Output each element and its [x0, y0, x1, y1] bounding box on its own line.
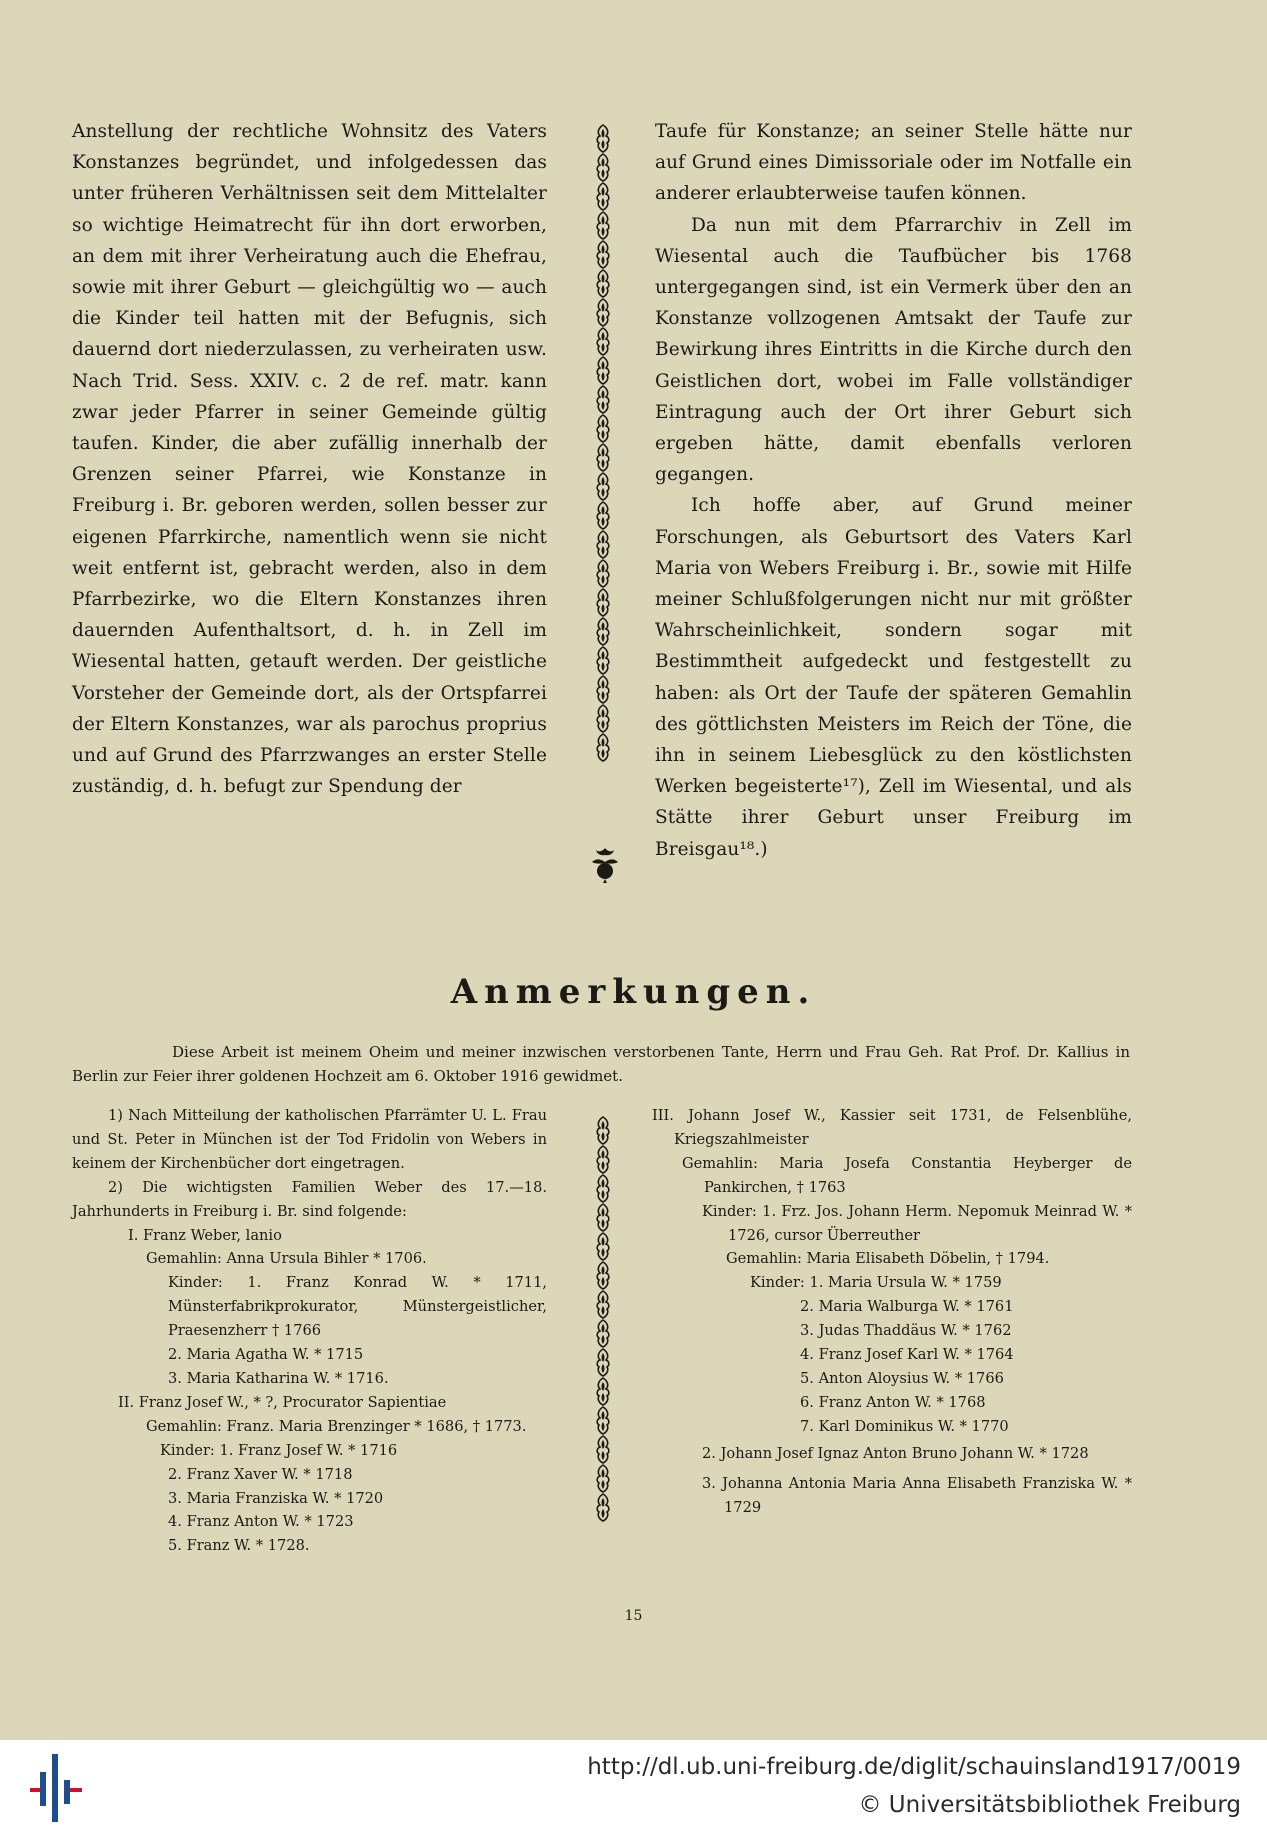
ornament-leaf-icon: [594, 1319, 612, 1348]
ornament-leaf-icon: [594, 443, 612, 472]
note-family-3-child-1: Kinder: 1. Frz. Jos. Johann Herm. Nepomuk Meinrad W. * 1726, cursor Überreuther: [702, 1202, 1132, 1244]
ornament-leaf-icon: [594, 733, 612, 762]
note-1: 1) Nach Mitteilung der katholischen Pfarrämter U. L. Frau und St. Peter in München ist der Tod Fridolin von Webers in keinem der Kirchenbücher dort eingetragen.: [72, 1107, 547, 1172]
note-2: 2) Die wichtigsten Familien Weber des 17.—18. Jahrhunderts in Freiburg i. Br. sind folgende:: [72, 1178, 547, 1220]
fleuron-ornament-icon: [588, 846, 622, 884]
note-grandchild-1: Kinder: 1. Maria Ursula W. * 1759: [750, 1274, 1002, 1292]
ornament-leaf-icon: [594, 1116, 612, 1145]
note-family-3-spouse: Gemahlin: Maria Josefa Constantia Heyberger de Pankirchen, † 1763: [682, 1154, 1132, 1196]
note-family-2-child-5: 5. Franz W. * 1728.: [168, 1537, 310, 1555]
ornament-leaf-icon: [594, 298, 612, 327]
ornament-leaf-icon: [594, 1174, 612, 1203]
note-grandchild-6: 6. Franz Anton W. * 1768: [800, 1393, 986, 1411]
ornament-leaf-icon: [594, 269, 612, 298]
ornament-rule-notes: [592, 1116, 614, 1546]
dedication-text: Diese Arbeit ist meinem Oheim und meiner inzwischen verstorbenen Tante, Herrn und Frau Geh. Rat Prof. Dr. Kallius in Berlin zur Feier ihrer goldenen Hochzeit am 6. Oktober 1916 gewidmet.: [72, 1043, 1130, 1085]
notes-right-column: [652, 1104, 1132, 1519]
page-number: 15: [624, 1608, 643, 1624]
ornament-rule-main: [592, 124, 614, 794]
note-family-1-child-3: 3. Maria Katharina W. * 1716.: [168, 1369, 389, 1387]
ornament-leaf-icon: [594, 588, 612, 617]
note-family-2-child-2: 2. Franz Xaver W. * 1718: [168, 1465, 353, 1483]
notes-left-column: [72, 1104, 547, 1558]
note-family-3-child-3: 3. Johanna Antonia Maria Anna Elisabeth Franziska W. * 1729: [702, 1474, 1132, 1516]
ornament-leaf-icon: [594, 704, 612, 733]
ornament-leaf-icon: [594, 182, 612, 211]
copyright-notice: © Universitätsbibliothek Freiburg: [858, 1792, 1241, 1818]
ornament-leaf-icon: [594, 1232, 612, 1261]
ornament-leaf-icon: [594, 501, 612, 530]
ornament-leaf-icon: [594, 1435, 612, 1464]
note-family-2-spouse: Gemahlin: Franz. Maria Brenzinger * 1686, † 1773.: [146, 1417, 527, 1435]
note-family-2-child-1: Kinder: 1. Franz Josef W. * 1716: [160, 1441, 398, 1459]
main-right-paragraph-1: Taufe für Konstanze; an seiner Stelle hätte nur auf Grund eines Dimissoriale oder im Notfalle ein anderer erlaubterweise taufen können.: [655, 121, 1132, 205]
ornament-leaf-icon: [594, 1290, 612, 1319]
ornament-leaf-icon: [594, 1406, 612, 1435]
ornament-leaf-icon: [594, 1377, 612, 1406]
note-grandchild-5: 5. Anton Aloysius W. * 1766: [800, 1369, 1004, 1387]
ornament-leaf-icon: [594, 675, 612, 704]
main-text-right-column: [655, 116, 1132, 865]
ornament-leaf-icon: [594, 1348, 612, 1377]
note-grandchild-3: 3. Judas Thaddäus W. * 1762: [800, 1322, 1012, 1340]
note-grandchild-7: 7. Karl Dominikus W. * 1770: [800, 1417, 1009, 1435]
main-right-paragraph-3: Ich hoffe aber, auf Grund meiner Forschungen, als Geburtsort des Vaters Karl Maria von Webers Freiburg i. Br., sowie mit Hilfe meiner Schlußfolgerungen nicht nur mit größter Wahrscheinlichkeit, sondern sogar mit Bestimmtheit aufgedeckt und festgestellt zu haben: als Ort der Taufe der späteren Gemahlin des göttlichsten Meisters im Reich der Töne, die ihn in seinem Liebesglück zu den köstlichsten Werken begeisterte¹⁷), Zell im Wiesental, und als Stätte ihrer Geburt unser Freiburg im Breisgau¹⁸.): [655, 495, 1132, 860]
ornament-leaf-icon: [594, 1261, 612, 1290]
ornament-leaf-icon: [594, 385, 612, 414]
ornament-leaf-icon: [594, 646, 612, 675]
note-family-2-child-4: 4. Franz Anton W. * 1723: [168, 1513, 354, 1531]
note-family-1: I. Franz Weber, lanio: [128, 1226, 282, 1244]
note-family-1-child-2: 2. Maria Agatha W. * 1715: [168, 1346, 364, 1364]
document-url-link[interactable]: http://dl.ub.uni-freiburg.de/diglit/schauinsland1917/0019: [587, 1754, 1241, 1780]
note-family-3: III. Johann Josef W., Kassier seit 1731, de Felsenblühe, Kriegszahlmeister: [652, 1107, 1132, 1148]
note-family-1-child-1: Kinder: 1. Franz Konrad W. * 1711, Münsterfabrikprokurator, Münstergeistlicher, Praesenzherr † 1766: [168, 1274, 547, 1340]
ornament-leaf-icon: [594, 327, 612, 356]
main-right-paragraph-2: Da nun mit dem Pfarrarchiv in Zell im Wiesental auch die Taufbücher bis 1768 untergegangen sind, ist ein Vermerk über den an Konstanze vollzogenen Amtsakt der Taufe zur Bewirkung ihres Eintritts in die Kirche durch den Geistlichen dort, wobei im Falle vollständiger Eintragung auch der Ort ihrer Geburt sich ergeben hätte, damit ebenfalls verloren gegangen.: [655, 214, 1132, 486]
ornament-leaf-icon: [594, 1493, 612, 1522]
note-grandchild-2: 2. Maria Walburga W. * 1761: [800, 1298, 1014, 1316]
ornament-leaf-icon: [594, 472, 612, 501]
ornament-leaf-icon: [594, 211, 612, 240]
ornament-leaf-icon: [594, 153, 612, 182]
note-family-1-spouse: Gemahlin: Anna Ursula Bihler * 1706.: [146, 1250, 427, 1268]
note-family-2-child-3: 3. Maria Franziska W. * 1720: [168, 1489, 384, 1507]
ornament-leaf-icon: [594, 1145, 612, 1174]
ornament-leaf-icon: [594, 1464, 612, 1493]
ornament-leaf-icon: [594, 414, 612, 443]
notes-heading: Anmerkungen.: [450, 972, 817, 1012]
main-left-paragraph-1: Anstellung der rechtliche Wohnsitz des Vaters Konstanzes begründet, und infolgedessen das unter früheren Verhältnissen seit dem Mittelalter so wichtige Heimatrecht für ihn dort erworben, an dem mit ihrer Verheiratung auch die Ehefrau, sowie mit ihrer Geburt — gleichgültig wo — auch die Kinder teil hatten mit der Befugnis, sich dauernd dort niederzulassen, zu verheiraten usw. Nach Trid. Sess. XXIV. c. 2 de ref. matr. kann zwar jeder Pfarrer in seiner Gemeinde gültig taufen. Kinder, die aber zufällig innerhalb der Grenzen seiner Pfarrei, wie Konstanze in Freiburg i. Br. geboren werden, sollen besser zur eigenen Pfarrkirche, namentlich wenn sie nicht weit entfernt ist, gebracht werden, also in dem Pfarrbezirke, wo die Eltern Konstanzes ihren dauernden Aufenthaltsort, d. h. in Zell im Wiesental hatten, getauft werden. Der geistliche Vorsteher der Gemeinde dort, als der Ortspfarrei der Eltern Konstanzes, war als parochus proprius und auf Grund des Pfarrzwanges an erster Stelle zuständig, d. h. befugt zur Spendung der: [72, 121, 547, 798]
ornament-leaf-icon: [594, 240, 612, 269]
viewer-footer: [0, 1740, 1267, 1831]
ornament-leaf-icon: [594, 559, 612, 588]
ornament-leaf-icon: [594, 617, 612, 646]
ornament-leaf-icon: [594, 124, 612, 153]
note-family-3-child-1-spouse: Gemahlin: Maria Elisabeth Döbelin, † 1794.: [726, 1250, 1050, 1268]
note-grandchild-4: 4. Franz Josef Karl W. * 1764: [800, 1346, 1014, 1364]
note-family-2: II. Franz Josef W., * ?, Procurator Sapientiae: [118, 1393, 447, 1411]
ornament-leaf-icon: [594, 1203, 612, 1232]
ub-freiburg-logo-icon: [30, 1750, 82, 1826]
note-family-3-child-2: 2. Johann Josef Ignaz Anton Bruno Johann W. * 1728: [702, 1444, 1089, 1462]
ornament-leaf-icon: [594, 356, 612, 385]
ornament-leaf-icon: [594, 530, 612, 559]
main-text-left-column: [72, 116, 547, 802]
